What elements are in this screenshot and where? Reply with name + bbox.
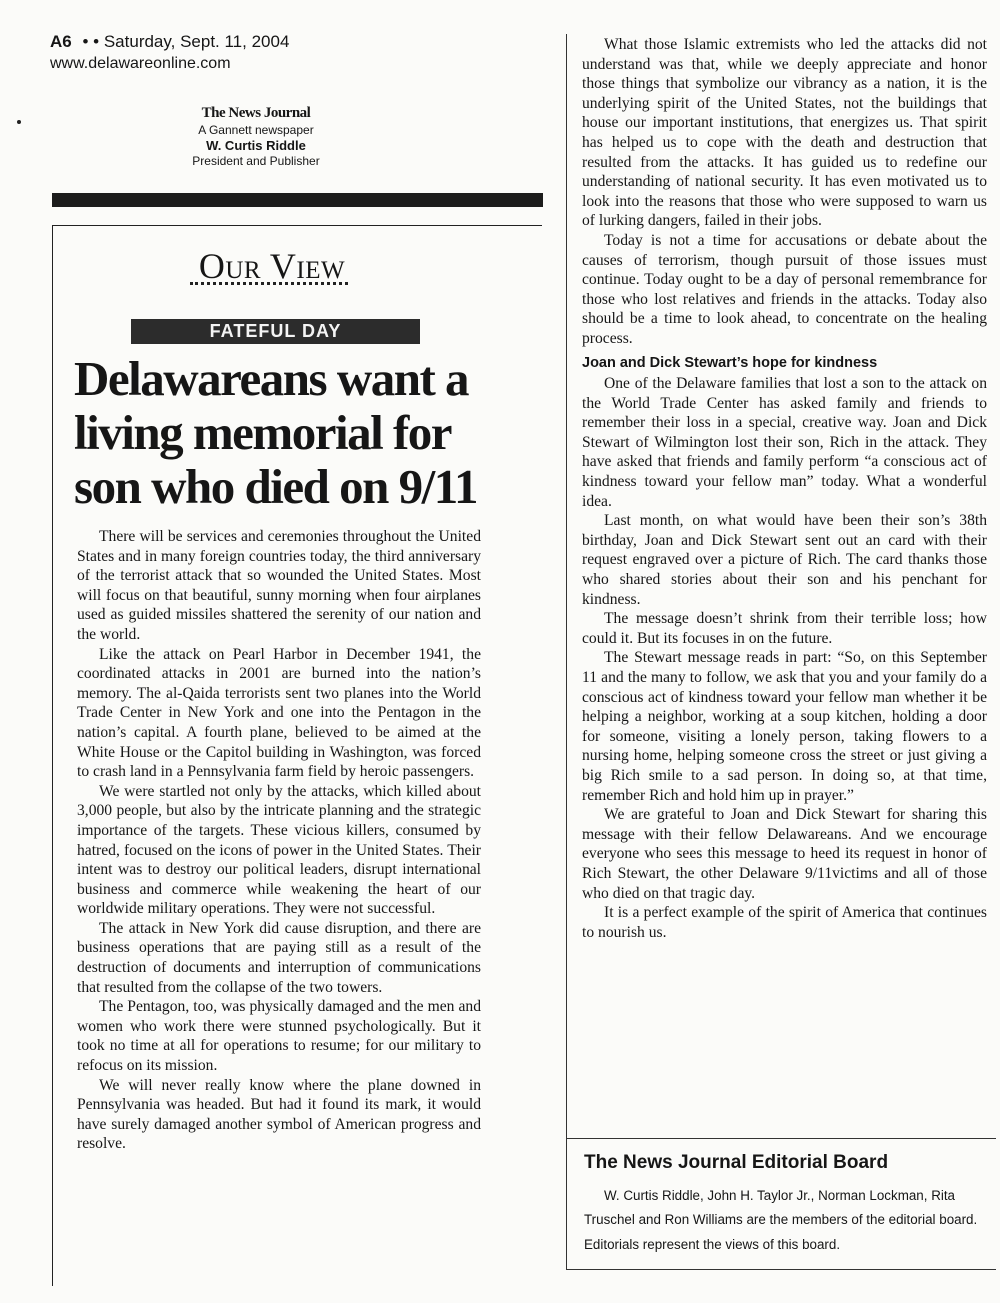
paragraph: The Pentagon, too, was physically damaged and the men and women who work there were stunned psychologically. But it took no time at all for operations to resume; for our military to refocus on its mission. <box>77 998 481 1075</box>
paragraph: Like the attack on Pearl Harbor in December 1941, the coordinated attacks in 2001 are burned into the nation’s memory. The al-Qaida terrorists sent two planes into the World Trade Center in New York and one into the Pentagon in the nation’s capital. A fourth plane, believed to be aimed at the White House or the Capitol building in Washington, was forced to crash land in a Pennsylvania farm field by heroic passengers. <box>77 645 481 781</box>
paragraph: We were startled not only by the attacks, which killed about 3,000 people, but also by the intricate planning and the strategic importance of the targets. These vicious killers, consumed by hatred, focused on the icons of power in the United States. Their intent was to destroy our political leaders, disrupt international business and commerce while weakening the heart of our worldwide military operations. They were not successful. <box>77 782 481 918</box>
right-article-column <box>582 35 987 942</box>
paragraph: The message doesn’t shrink from their terrible loss; how could it. But its focuses in on the future. <box>582 610 987 647</box>
paragraph: We will never really know where the plane downed in Pennsylvania was headed. But had it found its mark, it would have surely damaged another symbol of American progress and resolve. <box>77 1076 481 1153</box>
paragraph: Today is not a time for accusations or debate about the causes of terrorism, though pursuit of those issues must continue. Today ought to be a day of personal remembrance for those who lost relatives and friends in the attacks. Today also should be a time to look ahead, to concentrate on the healing process. <box>582 231 987 347</box>
paper-tagline: A Gannett newspaper <box>198 123 314 137</box>
paragraph: We are grateful to Joan and Dick Stewart for sharing this message with their fellow Delawareans. And we encourage everyone who sees this message to heed its request in honor of Rich Stewart, the other Delaware 9/11victims and all of those who died on that tragic day. <box>582 806 987 902</box>
paragraph: There will be services and ceremonies throughout the United States and in many foreign countries today, the third anniversary of the terrorist attack that so wounded the United States. Most will focus on that beautiful, sunny morning when four airplanes used as guided missiles shattered the serenity of our nation and the world. <box>77 528 481 643</box>
left-article-column <box>77 527 481 1154</box>
paragraph: The attack in New York did cause disruption, and there are business operations that are paying still as a result of the destruction of documents and interruption of communications that resulted from the collapse of the two towers. <box>77 919 481 996</box>
kicker-bar: FATEFUL DAY <box>131 319 420 344</box>
publisher-title: President and Publisher <box>192 154 320 168</box>
page-number: A6 <box>50 32 72 51</box>
dotted-underline <box>190 282 348 285</box>
headline: Delawareans want a living memorial for son who died on 9/11 <box>74 351 477 514</box>
website-url: www.delawareonline.com <box>50 55 231 72</box>
paper-name-logo: The News Journal <box>201 105 311 121</box>
publication-date: Saturday, Sept. 11, 2004 <box>103 32 290 51</box>
paragraph: Last month, on what would have been their son’s 38th birthday, Joan and Dick Stewart sent out an card with their request engraved over a picture of Rich. The card thanks those who shared stories about their son and his penchant for kindness. <box>582 512 987 608</box>
publisher-name: W. Curtis Riddle <box>206 138 306 153</box>
page-masthead <box>50 32 289 52</box>
paragraph: What those Islamic extremists who led the attacks did not understand was that, while we deeply appreciate and honor those things that symbolize our vibrancy as a nation, it is the underlying spirit of the United States, not the buildings that house our important institutions, that energizes us. That spirit has helped us to cope with the death and destruction that resulted from the attacks. It has guided us to redefine our understanding of national security. It has even motivated us to look into the reasons that those who were supposed to warn us of lurking dangers, failed in their jobs. <box>582 36 987 230</box>
subhead: Joan and Dick Stewart’s hope for kindness <box>582 354 878 371</box>
masthead-bullets: • • <box>82 32 100 51</box>
publisher-block <box>150 104 362 169</box>
paragraph: It is a perfect example of the spirit of America that continues to nourish us. <box>582 904 987 941</box>
section-label: Our View <box>198 246 346 286</box>
paragraph: The Stewart message reads in part: “So, on this September 11 and the many to follow, we ask that you and your family do a conscious act of kindness toward your fellow man whether it be helping a neighbor, working at a soup kitchen, holding a door for someone, visiting a lonely person, taking flowers to a nursing home, helping someone cross the street or just giving a big Rich smile to a sad person. In doing so, at that time, remember Rich and hold him up in prayer.” <box>582 649 987 804</box>
stray-print-dot <box>17 120 21 124</box>
paragraph: One of the Delaware families that lost a son to the attack on the World Trade Center has asked family and friends to remember their loss in a special, creative way. Joan and Dick Stewart of Wilmington lost their son, Rich in the attack. They have asked that friends and family perform “a conscious act of kindness toward your fellow man” today. What a wonderful idea. <box>582 375 987 510</box>
thick-divider <box>52 193 543 207</box>
editorial-board-title: The News Journal Editorial Board <box>584 1152 889 1173</box>
editorial-board-text: W. Curtis Riddle, John H. Taylor Jr., Norman Lockman, Rita Truschel and Ron Williams are the members of the editorial board. Editorials represent the views of this board. <box>584 1188 978 1252</box>
column-divider <box>566 34 567 1270</box>
